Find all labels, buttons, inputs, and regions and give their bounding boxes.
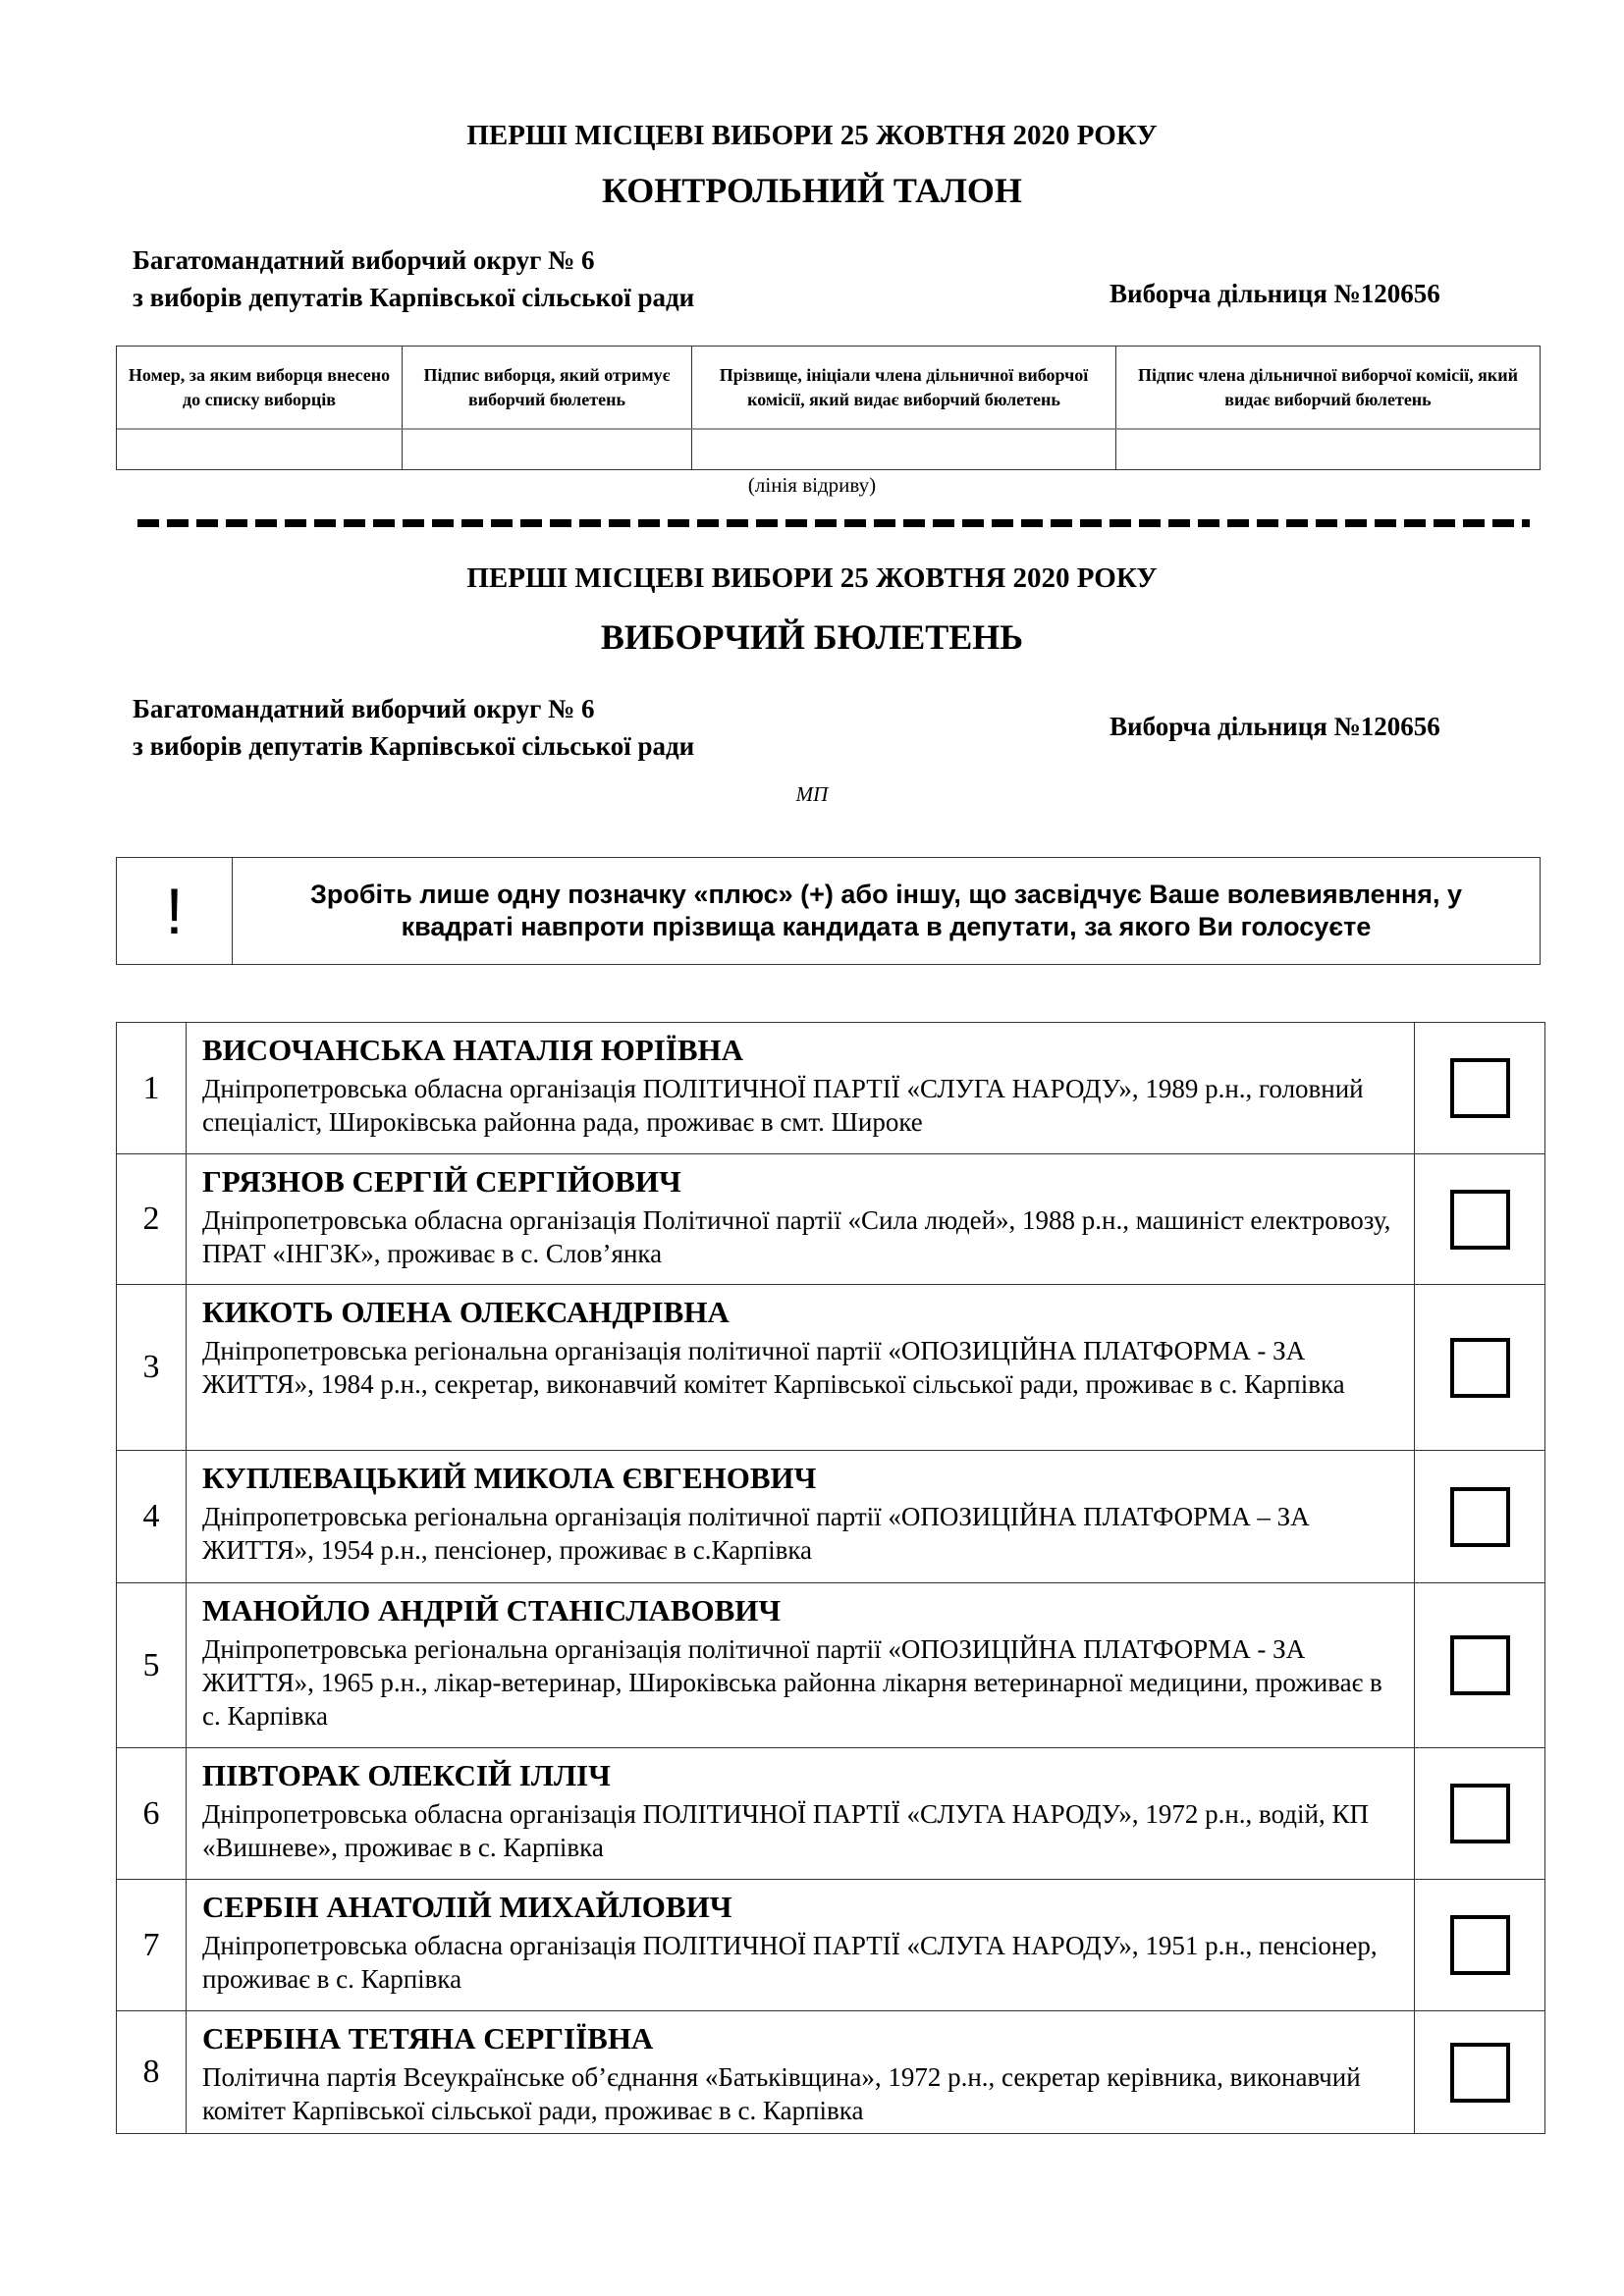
candidate-info — [187, 1154, 1415, 1284]
candidate-name: КИКОТЬ ОЛЕНА ОЛЕКСАНДРІВНА — [202, 1295, 730, 1329]
candidate-description: Дніпропетровська регіональна організація політичної партії «ОПОЗИЦІЙНА ПЛАТФОРМА – ЗА ЖИТТЯ», 1954 р.н., пенсіонер, проживає в с.Карпівка — [202, 1502, 1310, 1565]
candidates-table — [116, 1022, 1545, 2134]
cell-voter-number[interactable] — [117, 430, 403, 469]
candidate-info — [187, 1880, 1415, 2010]
candidate-vote-cell — [1415, 1154, 1544, 1284]
candidate-row — [117, 1880, 1544, 2011]
tear-line — [137, 519, 1530, 527]
candidate-vote-cell — [1415, 1583, 1544, 1747]
candidate-info — [187, 1748, 1415, 1879]
candidate-row — [117, 1451, 1544, 1583]
candidate-description: Дніпропетровська обласна організація ПОЛІТИЧНОЇ ПАРТІЇ «СЛУГА НАРОДУ», 1951 р.н., пенсіонер, проживає в с. Карпівка — [202, 1931, 1378, 1994]
candidate-name: ВИСОЧАНСЬКА НАТАЛІЯ ЮРІЇВНА — [202, 1033, 744, 1067]
candidate-number: 7 — [117, 1880, 187, 2010]
control-precinct: Виборча дільниця №120656 — [1110, 279, 1440, 308]
vote-checkbox[interactable] — [1450, 1190, 1510, 1250]
cell-voter-signature[interactable] — [403, 430, 692, 469]
candidate-vote-cell — [1415, 1748, 1544, 1879]
candidate-vote-cell — [1415, 1880, 1544, 2010]
control-district-line2: з виборів депутатів Карпівської сільської ради — [133, 283, 695, 312]
candidate-number: 8 — [117, 2011, 187, 2133]
control-slip-title: КОНТРОЛЬНИЙ ТАЛОН — [602, 171, 1022, 210]
candidate-name: СЕРБІН АНАТОЛІЙ МИХАЙЛОВИЧ — [202, 1890, 732, 1924]
candidate-name: КУПЛЕВАЦЬКИЙ МИКОЛА ЄВГЕНОВИЧ — [202, 1461, 817, 1495]
candidate-description: Дніпропетровська регіональна організація політичної партії «ОПОЗИЦІЙНА ПЛАТФОРМА - ЗА ЖИТТЯ», 1965 р.н., лікар-ветеринар, Широківська районна лікарня ветеринарної медицини, проживає в с. Карпівка — [202, 1634, 1382, 1731]
candidate-name: СЕРБІНА ТЕТЯНА СЕРГІЇВНА — [202, 2021, 654, 2056]
candidate-vote-cell — [1415, 2011, 1544, 2133]
control-district-line1: Багатомандатний виборчий округ № 6 — [133, 245, 595, 275]
vote-checkbox[interactable] — [1450, 1915, 1510, 1975]
ballot-precinct: Виборча дільниця №120656 — [1110, 712, 1440, 741]
candidate-name: МАНОЙЛО АНДРІЙ СТАНІСЛАВОВИЧ — [202, 1593, 782, 1628]
ballot-district-line1: Багатомандатний виборчий округ № 6 — [133, 694, 595, 723]
candidate-name: ПІВТОРАК ОЛЕКСІЙ ІЛЛІЧ — [202, 1758, 611, 1792]
candidate-vote-cell — [1415, 1285, 1544, 1450]
header-commission-member-signature: Підпис члена дільничної виборчої комісії, який видає виборчий бюлетень — [1116, 347, 1540, 430]
vote-checkbox[interactable] — [1450, 1338, 1510, 1398]
ballot-district-line2: з виборів депутатів Карпівської сільської ради — [133, 731, 695, 761]
candidate-number: 2 — [117, 1154, 187, 1284]
vote-checkbox[interactable] — [1450, 1635, 1510, 1695]
candidate-description: Дніпропетровська обласна організація ПОЛІТИЧНОЇ ПАРТІЇ «СЛУГА НАРОДУ», 1972 р.н., водій, КП «Вишневе», проживає в с. Карпівка — [202, 1799, 1369, 1862]
stamp-placeholder: МП — [795, 782, 829, 806]
header-commission-member-name: Прізвище, ініціали члена дільничної виборчої комісії, який видає виборчий бюлетень — [692, 347, 1116, 430]
control-district-info — [133, 241, 694, 316]
candidate-info — [187, 1285, 1415, 1450]
candidate-number: 3 — [117, 1285, 187, 1450]
candidate-description: Дніпропетровська обласна організація ПОЛІТИЧНОЇ ПАРТІЇ «СЛУГА НАРОДУ», 1989 р.н., головний спеціаліст, Широківська районна рада, проживає в смт. Широке — [202, 1074, 1364, 1137]
candidate-number: 6 — [117, 1748, 187, 1879]
candidate-row — [117, 1285, 1544, 1451]
candidate-row — [117, 1154, 1544, 1285]
candidate-info — [187, 2011, 1415, 2133]
vote-checkbox[interactable] — [1450, 2043, 1510, 2103]
candidate-vote-cell — [1415, 1451, 1544, 1582]
control-slip-table — [116, 346, 1541, 470]
candidate-row — [117, 1023, 1544, 1154]
candidate-number: 1 — [117, 1023, 187, 1153]
cell-commission-member-signature[interactable] — [1116, 430, 1540, 469]
candidate-vote-cell — [1415, 1023, 1544, 1153]
voting-instructions — [116, 857, 1541, 965]
candidate-number: 4 — [117, 1451, 187, 1582]
ballot-district-info — [133, 690, 694, 765]
cell-commission-member-name[interactable] — [692, 430, 1116, 469]
vote-checkbox[interactable] — [1450, 1784, 1510, 1843]
candidate-info — [187, 1583, 1415, 1747]
candidate-number: 5 — [117, 1583, 187, 1747]
candidate-info — [187, 1451, 1415, 1582]
ballot-title: ВИБОРЧИЙ БЮЛЕТЕНЬ — [600, 617, 1024, 657]
header-voter-signature: Підпис виборця, який отримує виборчий бюлетень — [403, 347, 692, 430]
candidate-description: Політична партія Всеукраїнське об’єднання «Батьківщина», 1972 р.н., секретар керівника, виконавчий комітет Карпівської сільської ради, проживає в с. Карпівка — [202, 2062, 1361, 2125]
candidate-row — [117, 2011, 1544, 2133]
candidate-row — [117, 1748, 1544, 1880]
candidate-name: ГРЯЗНОВ СЕРГІЙ СЕРГІЙОВИЧ — [202, 1164, 681, 1199]
tear-line-label: (лінія відриву) — [747, 473, 877, 497]
instructions-text: Зробіть лише одну позначку «плюс» (+) або іншу, що засвідчує Ваше волевиявлення, у квадраті навпроти прізвища кандидата в депутати, за якого Ви голосуєте — [309, 880, 1463, 941]
header-voter-number: Номер, за яким виборця внесено до списку виборців — [117, 347, 403, 430]
vote-checkbox[interactable] — [1450, 1487, 1510, 1547]
candidate-info — [187, 1023, 1415, 1153]
exclamation-icon: ! — [117, 858, 233, 964]
candidate-description: Дніпропетровська обласна організація Політичної партії «Сила людей», 1988 р.н., машиніст електровозу, ПРАТ «ІНГЗК», проживає в с. Слов’янка — [202, 1205, 1391, 1268]
candidate-row — [117, 1583, 1544, 1748]
ballot-election-title: ПЕРШІ МІСЦЕВІ ВИБОРИ 25 ЖОВТНЯ 2020 РОКУ — [466, 562, 1158, 594]
control-election-title: ПЕРШІ МІСЦЕВІ ВИБОРИ 25 ЖОВТНЯ 2020 РОКУ — [466, 120, 1158, 151]
candidate-description: Дніпропетровська регіональна організація політичної партії «ОПОЗИЦІЙНА ПЛАТФОРМА - ЗА ЖИТТЯ», 1984 р.н., секретар, виконавчий комітет Карпівської сільської ради, проживає в с. Карпівка — [202, 1336, 1345, 1399]
vote-checkbox[interactable] — [1450, 1058, 1510, 1118]
